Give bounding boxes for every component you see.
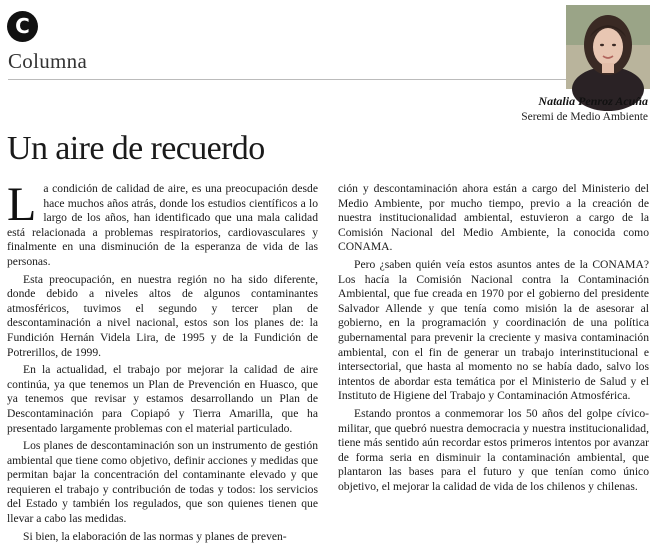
article-title: Un aire de recuerdo (7, 130, 265, 167)
column-badge: C (7, 11, 38, 42)
article-paragraph: Estando prontos a conmemorar los 50 años del golpe cívico-militar, que quebró nuestra democracia y nuestra institucionalidad, tiene más sentido aún recordar estos primeros intentos por avanzar de forma seria en disminuir la contaminación ambiental, que plantaron las bases para el futuro y que tenían como único objetivo, el mejorar la calidad de vida de los chilenos y chilenas. (338, 406, 649, 493)
drop-cap: L (7, 178, 37, 231)
paragraph-text: a condición de calidad de aire, es una preocupación desde hace muchos años atrás, donde los estudios científicos a lo largo de los años, han identificado que una mala calidad está relacionada a problemas respiratorios, cardiovasculares y finalmente en una disminución de la esperanza de vida de las personas. (7, 182, 318, 268)
article-column-left (7, 178, 318, 543)
section-label: Columna (8, 49, 88, 73)
author-byline (521, 93, 648, 125)
author-role: Seremi de Medio Ambiente (521, 111, 648, 123)
article-column-right (338, 182, 649, 532)
author-photo (566, 5, 650, 89)
header-divider (8, 79, 587, 80)
article-paragraph: Si bien, la elaboración de las normas y planes de preven- (23, 529, 287, 543)
author-portrait-icon (566, 5, 650, 89)
author-name: Natalia Penroz Acuña (538, 94, 648, 108)
article-paragraph: Los planes de descontaminación son un instrumento de gestión ambiental que tiene como objetivo, definir acciones y medidas que permitan bajar la concentración del contaminante elevado y que requieren el trabajo y contribución de todas y todos: los servicios del Estado y también los regulados, que son quienes tienen que llevar a cabo las medidas. (7, 439, 318, 526)
article-paragraph: ción y descontaminación ahora están a cargo del Ministerio del Medio Ambiente, por mucho tiempo, previo a la creación de nuestra institucionalidad ambiental, estuvieron a cargo de la Comisión Nacional del Medio Ambiente, la conocida como CONAMA. (338, 182, 649, 254)
article-paragraph (7, 178, 318, 270)
article-paragraph: Pero ¿saben quién veía estos asuntos antes de la CONAMA? Los hacía la Comisión Nacional contra la Contaminación Ambiental, que fue creada en 1970 por el gobierno del presidente Salvador Allende y que tenía como misión la de asesorar al gobierno, en la programación y coordinación de una política gubernamental para prevenir la creciente y masiva contaminación ambiental, con el fin de generar un trabajo interinstitucional e intersectorial, que hasta al momento no se había dado, salvo los intentos de abordar esta temática por el Ministerio de Salud y el Instituto de Higiene del Trabajo y Contaminación Atmosférica. (338, 257, 649, 403)
article-paragraph: En la actualidad, el trabajo por mejorar la calidad de aire continúa, ya que tenemos un Plan de Prevención en Huasco, que ya tenemos que revisar y estamos desarrollando un Plan de Descontaminación para Copiapó y Tierra Amarilla, que ha presentado largamente problemas con el material particulado. (7, 363, 318, 435)
article-paragraph: Esta preocupación, en nuestra región no ha sido diferente, donde debido a niveles altos de algunos contaminantes atmosféricos, tuvimos el segundo y tercer plan de descontaminación a nivel nacional, estos son los planes de: la Fundición Hernán Videla Lira, de 1995 y de la Fundición de Potrerillos, de 1999. (7, 272, 318, 359)
